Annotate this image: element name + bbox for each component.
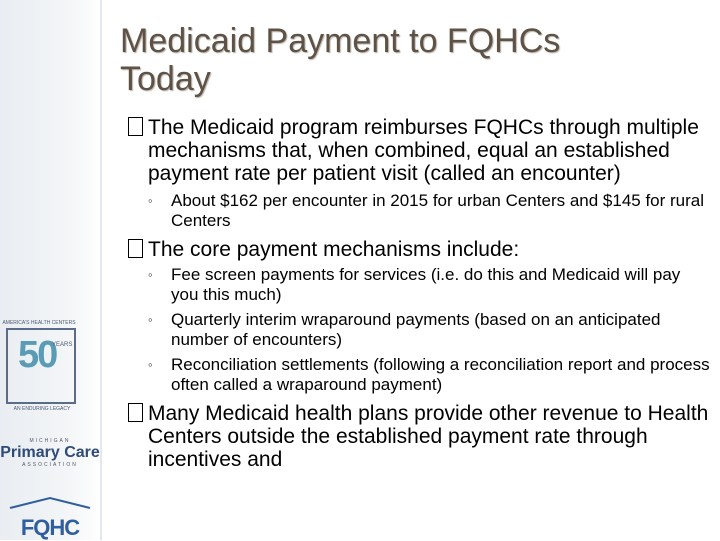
- bullet-box-icon: [128, 239, 143, 258]
- fqhc-roof-icon: [5, 496, 95, 510]
- sub-bullet-1-1-text: About $162 per encounter in 2015 for urban Centers and $145 for rural Centers: [171, 191, 705, 230]
- circle-bullet-icon: ◦: [148, 312, 153, 327]
- slide-body: [128, 116, 710, 471]
- bullet-1-text: The Medicaid program reimburses FQHCs through multiple mechanisms that, when combined, equal an established payment rate per patient visit (called an encounter): [148, 116, 699, 185]
- bullet-2-text: The core payment mechanisms include:: [148, 238, 520, 261]
- michigan-primary-care-logo: [0, 438, 100, 478]
- fqhc-logo: [0, 496, 100, 540]
- slide-title-line-2: Today: [120, 60, 211, 98]
- health-centers-50-years-logo: [0, 320, 100, 416]
- bullet-2: [128, 238, 710, 261]
- circle-bullet-icon: ◦: [148, 193, 153, 208]
- sub-bullet-2-2-text: Quarterly interim wraparound payments (based on an anticipated number of encounters): [171, 310, 661, 349]
- bullet-1: [128, 116, 710, 185]
- sub-bullet-1-1: [128, 191, 710, 231]
- sub-bullet-2-3: [128, 355, 710, 395]
- bullet-box-icon: [128, 403, 143, 422]
- slide-title-line-1: Medicaid Payment to FQHCs: [120, 22, 561, 60]
- bullet-box-icon: [128, 117, 143, 136]
- sub-bullet-2-1: [128, 265, 710, 305]
- slide-title: [120, 22, 700, 98]
- sub-bullet-2-1-text: Fee screen payments for services (i.e. do this and Medicaid will pay you this much): [171, 265, 681, 304]
- logo-50-header: AMERICA'S HEALTH CENTERS: [2, 320, 76, 326]
- circle-bullet-icon: ◦: [148, 357, 153, 372]
- logo-50-number: 50: [18, 334, 57, 376]
- sidebar-divider: [100, 0, 102, 540]
- logo-50-footer: AN ENDURING LEGACY: [13, 406, 71, 412]
- fqhc-logo-text: FQHC: [20, 515, 80, 540]
- mpca-top: MICHIGAN: [29, 438, 71, 444]
- mpca-main: Primary Care: [0, 444, 100, 461]
- logo-50-years: YEARS: [52, 342, 73, 348]
- sub-bullet-2-3-text: Reconciliation settlements (following a reconciliation report and process often called a wraparound payment): [171, 355, 710, 394]
- bullet-3-text: Many Medicaid health plans provide other revenue to Health Centers outside the established payment rate through incentives and: [148, 402, 709, 471]
- circle-bullet-icon: ◦: [148, 267, 153, 282]
- sub-bullet-2-2: [128, 310, 710, 350]
- mpca-bottom: ASSOCIATION: [22, 462, 78, 468]
- bullet-3: [128, 402, 710, 471]
